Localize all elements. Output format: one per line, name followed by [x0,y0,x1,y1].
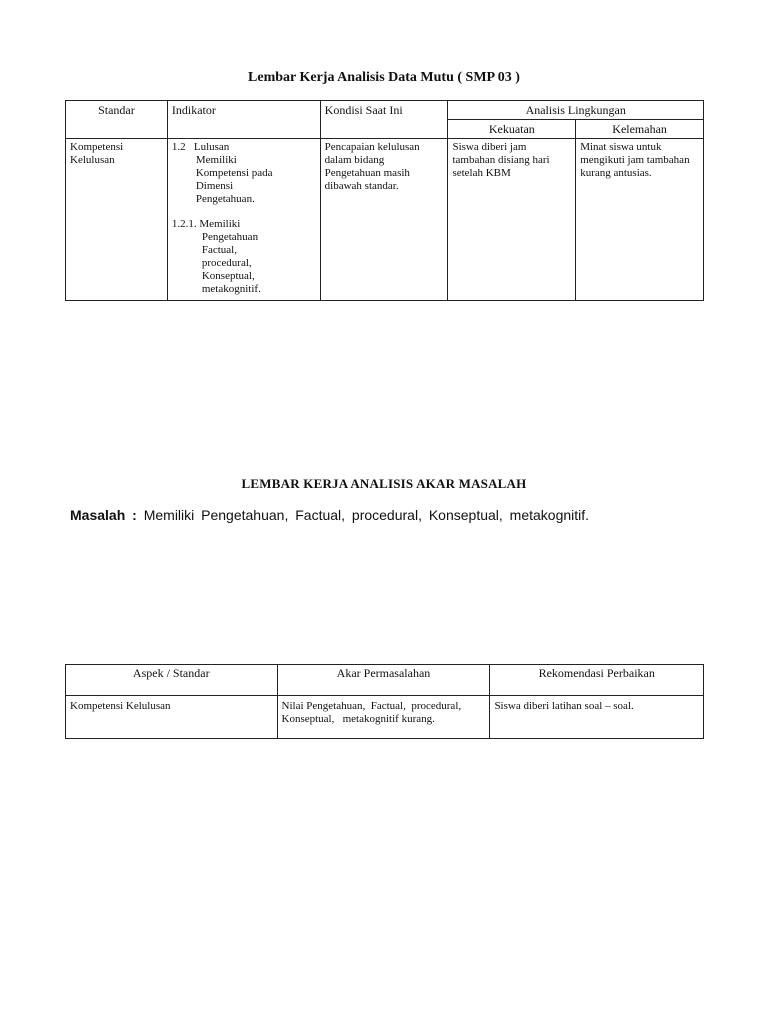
text-line: 1.2 Lulusan [171,141,230,153]
text-line: Kompetensi [70,141,124,153]
header-kondisi: Kondisi Saat Ini [320,101,448,139]
cell-rekomendasi: Siswa diberi latihan soal – soal. [490,696,704,739]
section-title-akar-masalah: LEMBAR KERJA ANALISIS AKAR MASALAH [241,476,527,491]
header-indikator: Indikator [167,101,320,139]
text-line: Konseptual, metakognitif kurang. [281,713,435,725]
header-analisis-lingkungan: Analisis Lingkungan [448,101,704,120]
text-line: Kompetensi pada [195,167,273,179]
text-line: Pengetahuan. [195,193,255,205]
text-line: dalam bidang [324,154,385,166]
text-line: Minat siswa untuk [580,141,662,153]
data-quality-table [65,100,704,301]
text-line: Dimensi [195,180,234,192]
cell-aspek: Kompetensi Kelulusan [66,696,278,739]
cell-kekuatan [448,139,576,301]
cell-indikator [167,139,320,301]
header-kekuatan: Kekuatan [448,120,576,139]
text-line: mengikuti jam tambahan [580,154,690,166]
cell-akar [277,696,490,739]
text-line: 1.2.1. Memiliki [171,218,241,230]
masalah-statement [70,507,589,523]
text-line: Factual, [201,244,237,256]
masalah-text: Memiliki Pengetahuan, Factual, procedural, Konseptual, metakognitif. [143,507,590,523]
text-line: Memiliki [195,154,237,166]
header-kelemahan: Kelemahan [576,120,704,139]
header-standar: Standar [66,101,168,139]
text-line: Pencapaian kelulusan [324,141,420,153]
header-akar: Akar Permasalahan [277,665,490,696]
text-line: procedural, [201,257,252,269]
cell-standar [66,139,168,301]
text-line: Konseptual, [201,270,255,282]
text-line: Pengetahuan masih [324,167,410,179]
text-line: Siswa diberi jam [452,141,527,153]
text-line: tambahan disiang hari [452,154,550,166]
cell-kelemahan [576,139,704,301]
text-line: dibawah standar. [324,180,399,192]
text-line: Kelulusan [70,154,115,166]
text-line: Nilai Pengetahuan, Factual, procedural, [281,700,462,712]
header-aspek: Aspek / Standar [66,665,278,696]
text-line: kurang antusias. [580,167,652,179]
text-line: Pengetahuan [201,231,259,243]
root-cause-table [65,664,704,739]
text-line: setelah KBM [452,167,511,179]
masalah-label: Masalah : [70,507,137,523]
cell-kondisi [320,139,448,301]
text-line: metakognitif. [201,283,261,295]
document-title: Lembar Kerja Analisis Data Mutu ( SMP 03 ) [248,70,520,85]
header-rekomendasi: Rekomendasi Perbaikan [490,665,704,696]
